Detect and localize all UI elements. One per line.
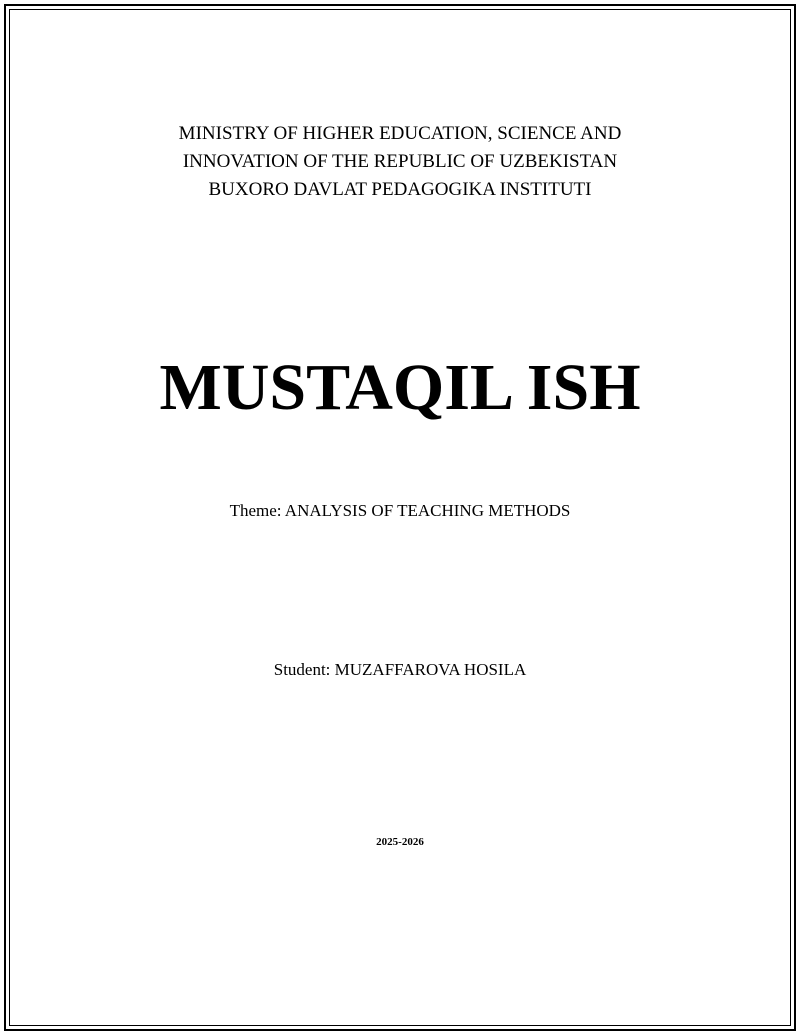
- academic-year: 2025-2026: [376, 836, 424, 848]
- header-line-ministry: MINISTRY OF HIGHER EDUCATION, SCIENCE AND: [178, 123, 622, 144]
- document-title: MUSTAQIL ISH: [159, 351, 641, 424]
- theme-line: Theme: ANALYSIS OF TEACHING METHODS: [229, 501, 571, 520]
- header-line-institute: BUXORO DAVLAT PEDAGOGIKA INSTITUTI: [208, 179, 592, 200]
- student-line: Student: MUZAFFAROVA HOSILA: [273, 660, 527, 679]
- header-line-republic: INNOVATION OF THE REPUBLIC OF UZBEKISTAN: [182, 151, 618, 172]
